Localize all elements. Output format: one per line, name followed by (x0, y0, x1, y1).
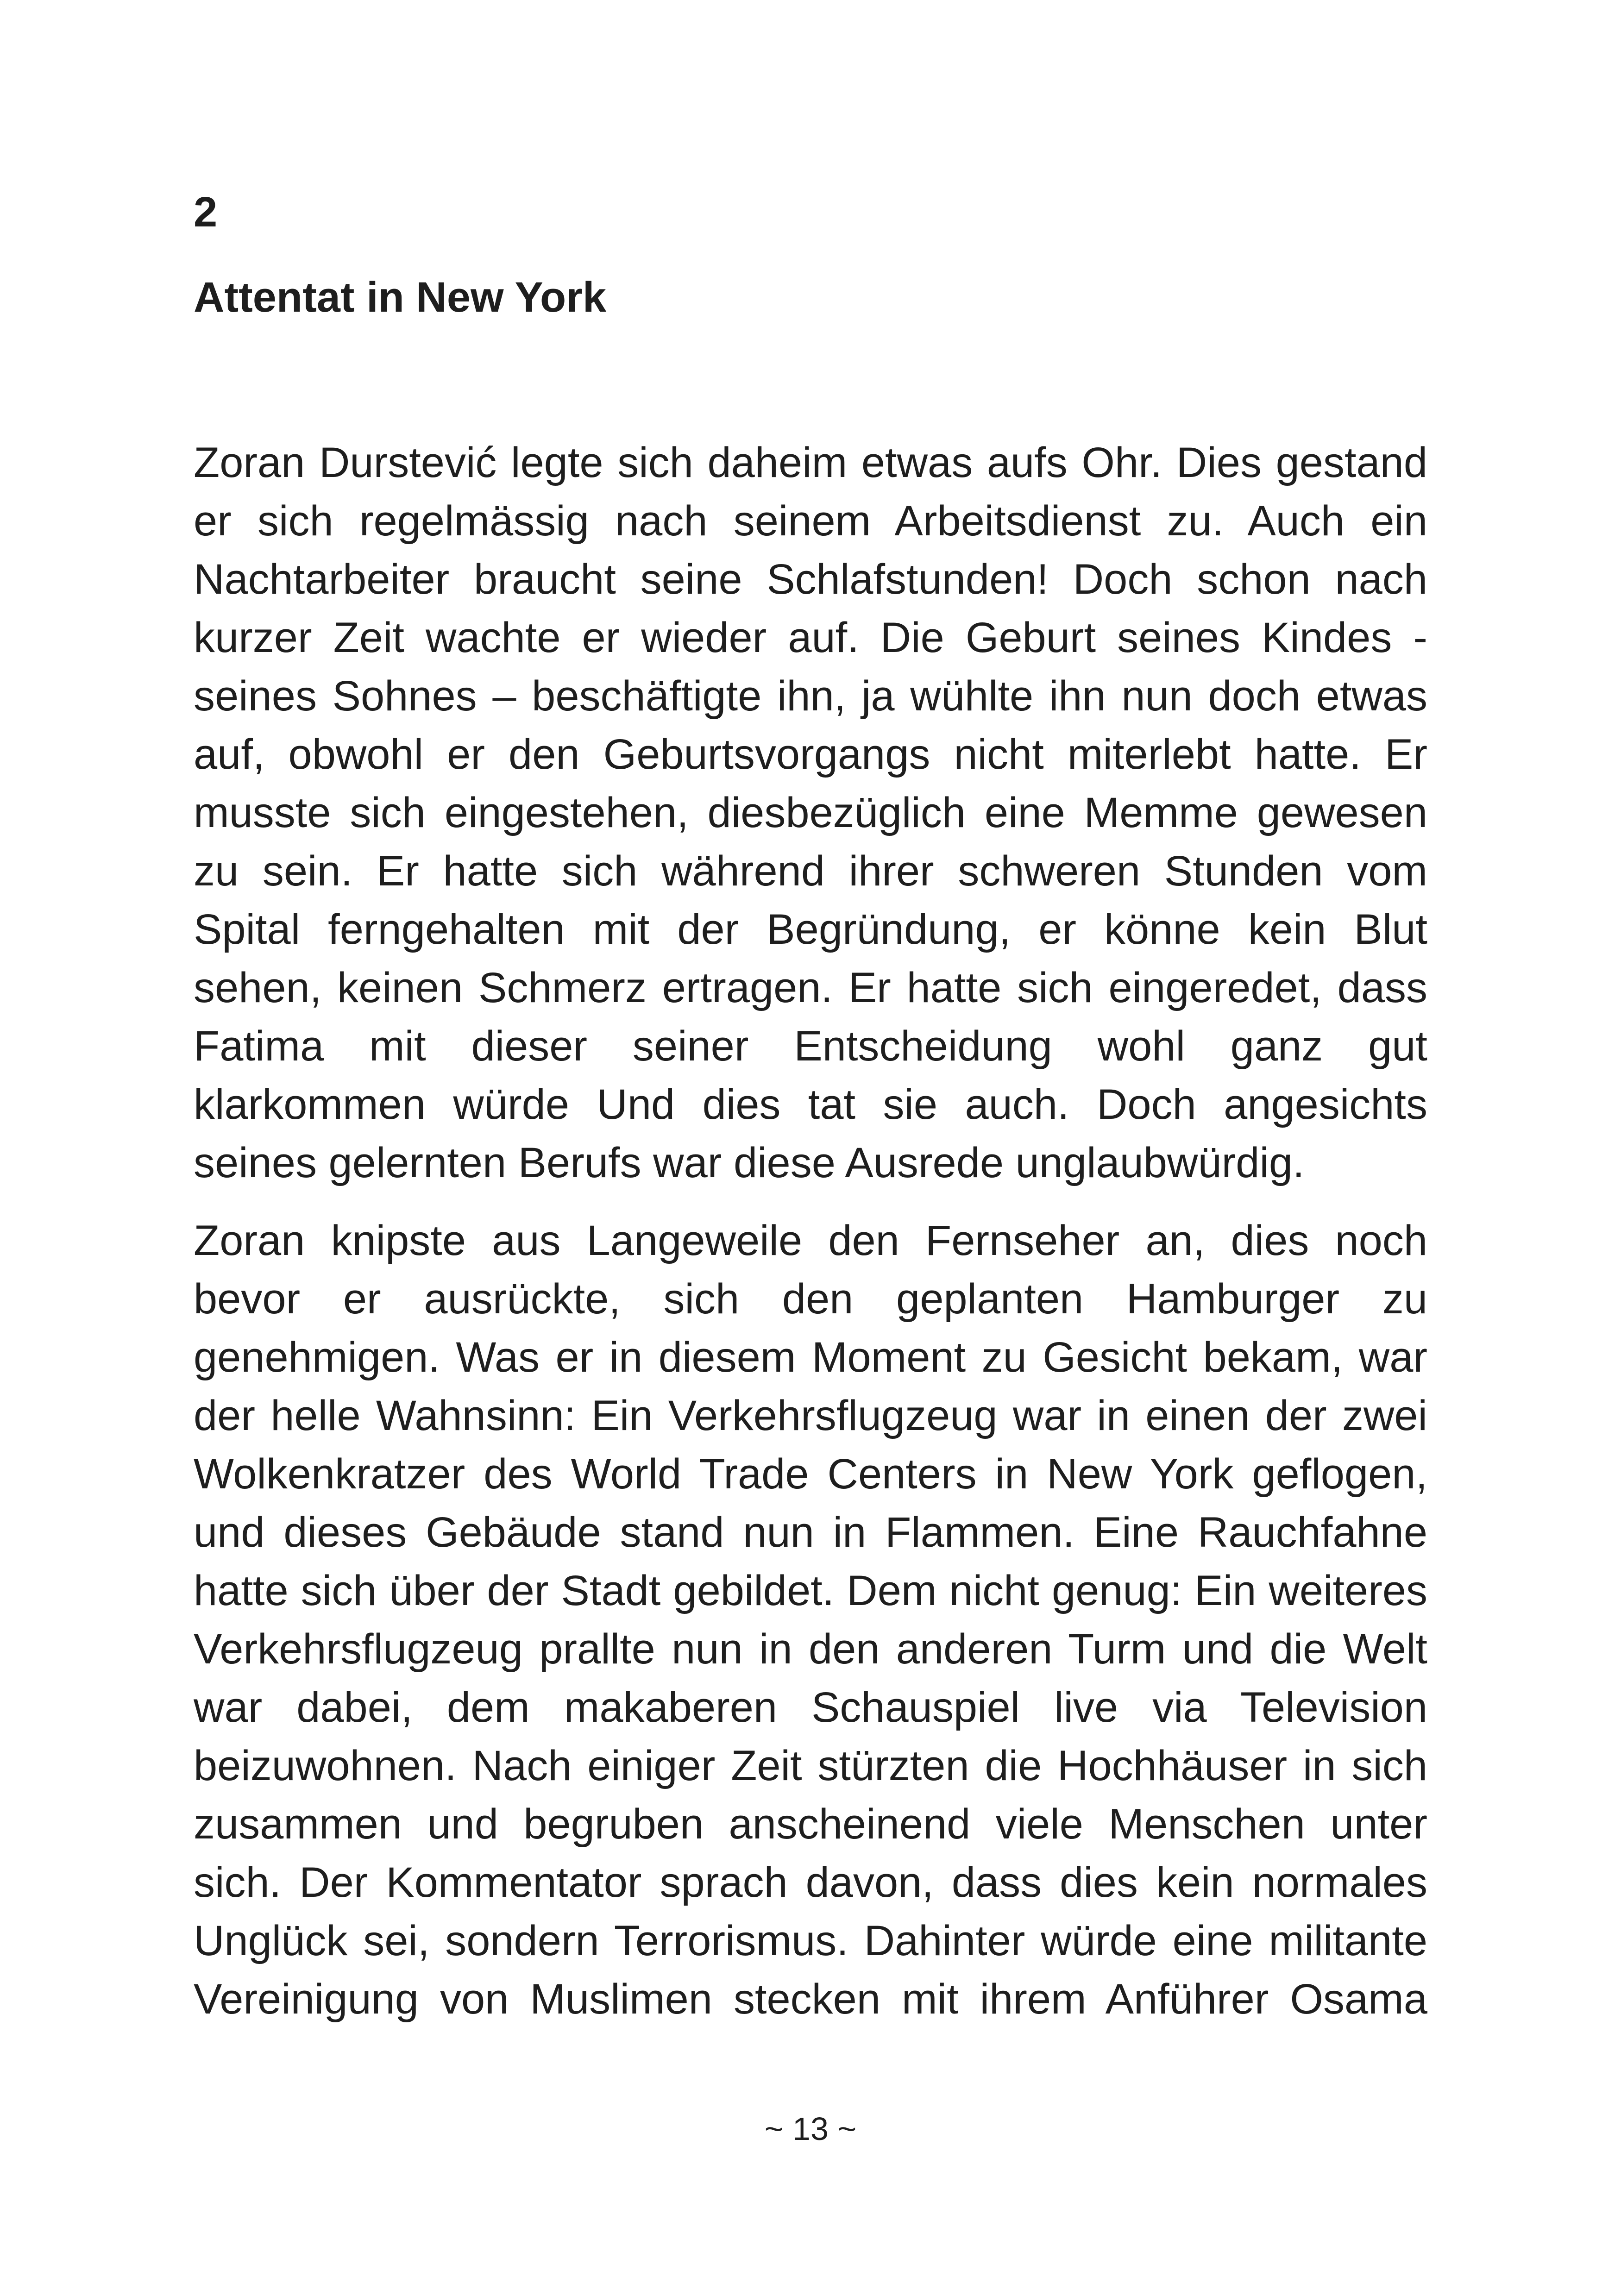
chapter-number: 2 (194, 188, 218, 236)
text-line: auf, obwohl er den Geburtsvorgangs nicht miterlebt hatte. Er (194, 731, 1427, 778)
paragraph-1 (194, 433, 1427, 1192)
text-line: Nachtarbeiter braucht seine Schlafstunden! Doch schon nach (194, 556, 1427, 603)
text-line: sehen, keinen Schmerz ertragen. Er hatte sich eingeredet, dass (194, 964, 1427, 1011)
text-line: genehmigen. Was er in diesem Moment zu Gesicht bekam, war (194, 1334, 1427, 1381)
text-line: Unglück sei, sondern Terrorismus. Dahinter würde eine militante (194, 1917, 1427, 1964)
chapter-title: Attentat in New York (194, 274, 607, 321)
text-line: klarkommen würde Und dies tat sie auch. Doch angesichts (194, 1081, 1427, 1128)
text-line: bevor er ausrückte, sich den geplanten Hamburger zu (194, 1275, 1427, 1323)
text-line: Verkehrsflugzeug prallte nun in den anderen Turm und die Welt (194, 1625, 1427, 1673)
text-line: Spital ferngehalten mit der Begründung, er könne kein Blut (194, 906, 1427, 953)
page-number: ~ 13 ~ (764, 2111, 857, 2147)
text-line: der helle Wahnsinn: Ein Verkehrsflugzeug war in einen der zwei (194, 1392, 1427, 1439)
text-line: Wolkenkratzer des World Trade Centers in New York geflogen, (194, 1450, 1427, 1498)
paragraph-2 (194, 1211, 1427, 2028)
text-line: war dabei, dem makaberen Schauspiel live via Television (194, 1684, 1427, 1731)
text-line: kurzer Zeit wachte er wieder auf. Die Geburt seines Kindes - (194, 614, 1427, 661)
text-line: musste sich eingestehen, diesbezüglich eine Memme gewesen (194, 789, 1427, 836)
text-line: sich. Der Kommentator sprach davon, dass dies kein normales (194, 1859, 1427, 1906)
text-line: seines gelernten Berufs war diese Ausrede unglaubwürdig. (194, 1139, 1305, 1186)
text-line: und dieses Gebäude stand nun in Flammen. Eine Rauchfahne (194, 1509, 1427, 1556)
text-line: Zoran knipste aus Langeweile den Fernseher an, dies noch (194, 1217, 1427, 1264)
text-line: Vereinigung von Muslimen stecken mit ihrem Anführer Osama (194, 1976, 1427, 2023)
text-line: beizuwohnen. Nach einiger Zeit stürzten die Hochhäuser in sich (194, 1742, 1427, 1789)
text-line: Zoran Durstević legte sich daheim etwas aufs Ohr. Dies gestand (194, 439, 1427, 486)
text-line: Fatima mit dieser seiner Entscheidung wohl ganz gut (194, 1023, 1427, 1070)
text-line: zusammen und begruben anscheinend viele Menschen unter (194, 1800, 1427, 1848)
text-line: zu sein. Er hatte sich während ihrer schweren Stunden vom (194, 847, 1427, 895)
text-line: er sich regelmässig nach seinem Arbeitsdienst zu. Auch ein (194, 497, 1427, 545)
text-line: seines Sohnes – beschäftigte ihn, ja wühlte ihn nun doch etwas (194, 672, 1427, 720)
text-line: hatte sich über der Stadt gebildet. Dem nicht genug: Ein weiteres (194, 1567, 1427, 1614)
